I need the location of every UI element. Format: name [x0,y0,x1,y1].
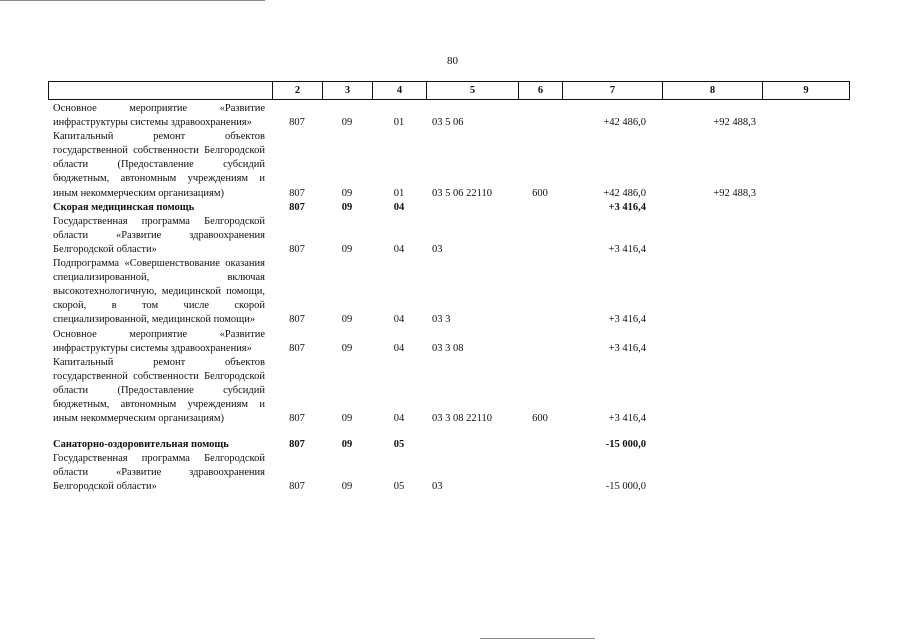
table-row [48,102,850,130]
row-amount-1: -15 000,0 [605,481,646,493]
row-section-code: 09 [341,439,353,451]
row-subsection-code: 04 [393,201,405,213]
row-subsection-code: 04 [393,413,405,425]
table-row [48,201,850,215]
row-section-code: 09 [341,187,353,199]
header-col-2: 2 [273,82,323,99]
row-amount-2: +92 488,3 [713,117,756,129]
row-target-code: 03 3 08 [432,342,464,354]
row-gp-code: 807 [289,314,305,326]
header-col-5: 5 [427,82,519,99]
header-col-8: 8 [663,82,763,99]
row-section-code: 09 [341,413,353,425]
row-target-code: 03 3 08 22110 [432,413,492,425]
table-header [48,81,850,100]
row-gp-code: 807 [289,481,305,493]
row-name: Государственная программа Белгородской области «Развитие здравоохранения Белгородской области» [53,453,265,493]
row-gp-code: 807 [289,243,305,255]
header-col-9: 9 [803,85,809,96]
row-subsection-code: 01 [393,187,405,199]
row-name: Основное мероприятие «Развитие инфраструктуры системы здравоохранения» [53,103,265,129]
table-row [48,215,850,257]
row-gp-code: 807 [289,201,305,213]
header-col-1 [49,82,273,99]
row-expense-type: 600 [532,187,548,199]
row-subsection-code: 01 [393,117,405,129]
row-gp-code: 807 [289,439,305,451]
row-amount-1: +42 486,0 [603,117,646,129]
row-amount-1: +3 416,4 [608,413,646,425]
row-amount-1: +3 416,4 [608,201,646,213]
row-amount-1: +3 416,4 [608,342,646,354]
row-name: Подпрограмма «Совершенствование оказания специализированной, включая высокотехнологичную, медицинской помощи, скорой, в том числе скорой специализированной, медицинской помощи» [53,258,265,326]
header-col-7: 7 [563,82,663,99]
table-row [48,130,850,200]
header-col-4: 4 [373,82,427,99]
row-section-code: 09 [341,481,353,493]
row-subsection-code: 04 [393,342,405,354]
row-subsection-code: 05 [393,439,405,451]
row-name: Основное мероприятие «Развитие инфраструктуры системы здравоохранения» [53,328,265,354]
row-gp-code: 807 [289,342,305,354]
row-section-code: 09 [341,314,353,326]
row-gp-code: 807 [289,413,305,425]
row-name: Санаторно-оздоровительная помощь [53,439,229,451]
row-expense-type: 600 [532,413,548,425]
row-target-code: 03 [432,481,443,493]
row-target-code: 03 3 [432,314,451,326]
row-amount-1: +42 486,0 [603,187,646,199]
row-target-code: 03 5 06 [432,117,464,129]
table-row [48,356,850,426]
header-col-3: 3 [323,82,373,99]
row-name: Скорая медицинская помощь [53,201,195,213]
table-body [48,102,850,495]
row-target-code: 03 [432,243,443,255]
row-name: Капитальный ремонт объектов государственной собственности Белгородской области (Предоставление субсидий бюджетным, автономным учреждениям и иным некоммерческим организациям) [53,131,265,199]
row-subsection-code: 04 [393,243,405,255]
table-row [48,438,850,452]
row-amount-2: +92 488,3 [713,187,756,199]
top-scan-line [0,0,265,1]
row-amount-1: +3 416,4 [608,243,646,255]
row-amount-1: +3 416,4 [608,314,646,326]
table-row [48,452,850,494]
table-row [48,257,850,327]
row-name: Капитальный ремонт объектов государственной собственности Белгородской области (Предоставление субсидий бюджетным, автономным учреждениям и иным некоммерческим организациям) [53,356,265,425]
row-section-code: 09 [341,342,353,354]
row-target-code: 03 5 06 22110 [432,187,492,199]
row-gp-code: 807 [289,117,305,129]
row-section-code: 09 [341,201,353,213]
table-row [48,328,850,356]
page-number: 80 [447,55,458,67]
row-section-code: 09 [341,117,353,129]
row-gp-code: 807 [289,187,305,199]
bottom-scan-line [480,638,595,639]
header-col-6: 6 [519,82,563,99]
row-name: Государственная программа Белгородской области «Развитие здравоохранения Белгородской области» [53,215,265,255]
row-amount-1: -15 000,0 [605,439,646,451]
row-subsection-code: 04 [393,314,405,326]
row-subsection-code: 05 [393,481,405,493]
row-section-code: 09 [341,243,353,255]
